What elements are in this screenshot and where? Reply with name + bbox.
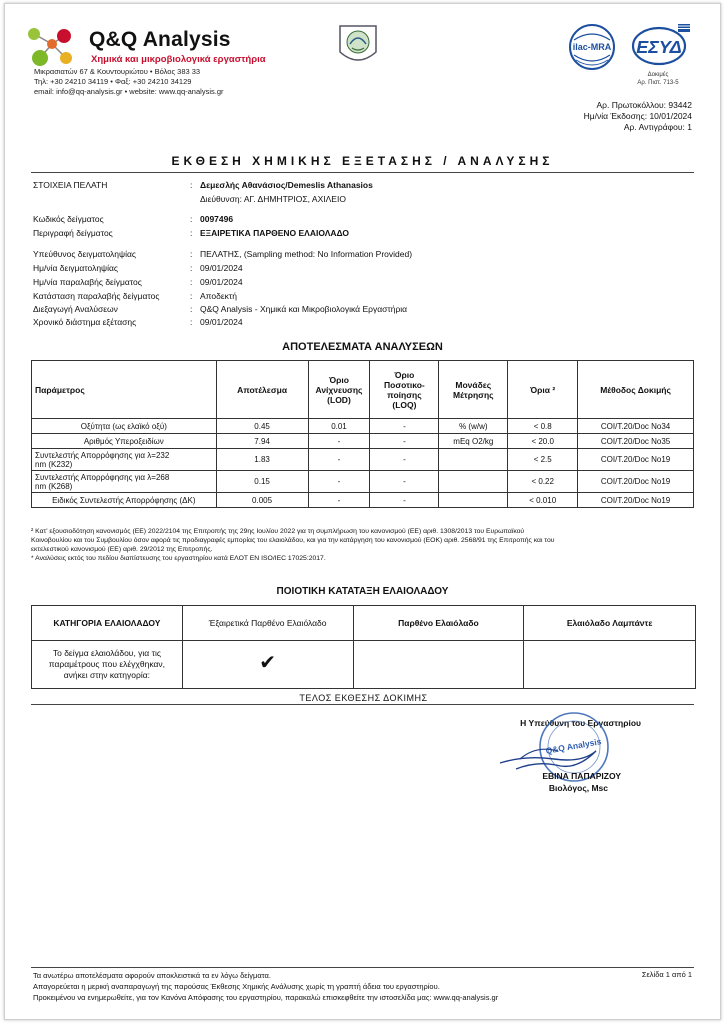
- table-cell: -: [370, 449, 439, 471]
- table-cell: Μέτρησης: [453, 389, 494, 400]
- table-cell: nm (K268): [35, 481, 73, 491]
- table-cell: 0.01: [308, 419, 370, 434]
- sample-info-block: ΣΤΟΙΧΕΙΑ ΠΕΛΑΤΗ : Δεμεσλής Αθανάσιος/Demeslis Athanasios Διεύθυνση: ΑΓ. ΔΗΜΗΤΡΙΟΣ, ΑΧΙΛΕΙΟ Κωδικός δείγματος : 0097496 Περιγραφή δείγματος : ΕΞΑΙΡΕΤΙΚΑ ΠΑΡΘΕΝΟ ΕΛΑΙΟΛΑΔΟ Υπεύθυνος δειγματοληψίας : ΠΕΛΑΤΗΣ, (Sampling method: No Information Provided) Ημ/νία δειγματοληψίας : 09/01/2024 Ημ/νία παραλαβής δείγματος : 09/01/2024 Κατάσταση παραλαβής δείγματος : Αποδεκτή Διεξαγωγή Αναλύσεων : Q&Q Analysis - Χημικά και Μικροβιολογικά Εργαστήρια Χρονικό διάστημα εξέτασης : 09/01/2024: [33, 180, 413, 327]
- table-cell: < 0.8: [508, 419, 578, 434]
- table-header-cell: Παράμετρος: [32, 361, 217, 419]
- table-row: [32, 434, 694, 449]
- svg-text:ilac-MRA: ilac-MRA: [572, 42, 612, 52]
- table-cell: < 0.22: [508, 471, 578, 493]
- report-title: ΕΚΘΕΣΗ ΧΗΜΙΚΗΣ ΕΞΕΤΑΣΗΣ / ΑΝΑΛΥΣΗΣ: [171, 154, 554, 168]
- table-header-cell: [439, 361, 508, 419]
- table-cell: [32, 471, 217, 493]
- footnotes: ² Κατ' εξουσιοδότηση κανονισμός (ΕΕ) 2022/2104 της Επιτροπής της 29ης Ιουλίου 2022 για τη συμπλήρωση του κανονισμού (ΕΕ) αριθ. 1308/2013 του Ευρωπαϊκού Κοινοβουλίου και του Συμβουλίου όσον αφορά τις προδιαγραφές εμπορίας του ελαιολάδου, και για την κατάργηση του κανονισμού (ΕΟΚ) αριθ. 2568/91 της Επιτροπής και του εκτελεστικού κανονισμού (ΕΕ) αριθ. 29/2012 της Επιτροπής. * Αναλύσεις εκτός του πεδίου διαπίστευσης του εργαστηρίου κατά ΕΛΟΤ EN ISO/IEC 17025:2017.: [31, 528, 555, 562]
- signatory-name: ΕΒΙΝΑ ΠΑΠΑΡΙΖΟΥ: [542, 771, 621, 781]
- table-cell: Ανίχνευσης: [315, 384, 363, 395]
- category-title: ΠΟΙΟΤΙΚΗ ΚΑΤΑΤΑΞΗ ΕΛΑΙΟΛΑΔΟΥ: [276, 586, 449, 597]
- table-cell: COI/T.20/Doc No19: [578, 493, 694, 508]
- accreditation-caption: Δοκιμές Αρ. Πιστ. 713-5: [637, 72, 679, 86]
- check-mark-icon: ✔: [259, 650, 277, 674]
- table-cell: Μονάδες: [455, 379, 492, 390]
- client-name: Δεμεσλής Αθανάσιος/Demeslis Athanasios: [200, 180, 373, 190]
- svg-text:Q&Q Analysis: Q&Q Analysis: [544, 736, 603, 756]
- client-address: Διεύθυνση: ΑΓ. ΔΗΜΗΤΡΙΟΣ, ΑΧΙΛΕΙΟ: [200, 194, 346, 204]
- table-cell: παραμέτρους που ελέγχθηκαν,: [48, 659, 166, 669]
- table-cell: [32, 449, 217, 471]
- table-cell: [439, 471, 508, 493]
- table-cell: -: [370, 493, 439, 508]
- table-cell: 0.005: [216, 493, 308, 508]
- table-header-cell: Όρια ²: [508, 361, 578, 419]
- table-cell: -: [370, 471, 439, 493]
- table-cell: -: [308, 493, 370, 508]
- table-cell: -: [308, 471, 370, 493]
- brand-name: Q&Q Analysis: [89, 28, 231, 51]
- table-cell: Όριο: [394, 369, 415, 380]
- svg-text:ΕΣΥΔ: ΕΣΥΔ: [636, 37, 682, 57]
- table-cell: -: [308, 434, 370, 449]
- table-header-cell: Μέθοδος Δοκιμής: [578, 361, 694, 419]
- table-cell: nm (K232): [35, 459, 73, 469]
- table-header-cell: Ελαιόλαδο Λαμπάντε: [524, 606, 696, 641]
- table-cell: (LOD): [327, 394, 351, 405]
- table-row: [32, 419, 694, 434]
- table-cell: 7.94: [216, 434, 308, 449]
- page-number: Σελίδα 1 από 1: [641, 970, 692, 979]
- table-header-cell: ΚΑΤΗΓΟΡΙΑ ΕΛΑΙΟΛΑΔΟΥ: [32, 606, 183, 641]
- footer-text: Τα ανωτέρω αποτελέσματα αφορούν αποκλειστικά τα εν λόγω δείγματα. Απαγορεύεται η μερική αναπαραγωγή της παρούσας Έκθεσης Χημικής Ανάλυσης χωρίς τη γραπτή άδεια του εργαστηρίου. Προκειμένου να ενημερωθείτε, για τον Κανόνα Απόφασης του εργαστηρίου, παρακαλώ επισκεφθείτε την ιστοσελίδα μας: www.qq-analysis.gr: [33, 971, 499, 1002]
- table-cell: 0.15: [216, 471, 308, 493]
- footer-divider: [31, 967, 694, 968]
- table-cell: -: [370, 419, 439, 434]
- table-cell: Ειδικός Συντελεστής Απορρόφησης (ΔΚ): [32, 493, 217, 508]
- category-table: [31, 605, 696, 689]
- table-cell: (LOQ): [392, 399, 417, 410]
- table-cell: Όριο: [329, 374, 349, 385]
- table-row: [32, 641, 696, 689]
- table-cell: Οξύτητα (ως ελαϊκό οξύ): [32, 419, 217, 434]
- table-cell: -: [370, 434, 439, 449]
- results-table: [31, 360, 694, 508]
- table-cell: 1.83: [216, 449, 308, 471]
- table-cell: ποίησης: [387, 389, 422, 400]
- table-cell: COI/T.20/Doc No34: [578, 419, 694, 434]
- table-cell: ανήκει στην κατηγορία:: [63, 670, 151, 680]
- brand-subtitle: Χημικά και μικροβιολογικά εργαστήρια: [91, 54, 266, 65]
- table-header-row: [32, 606, 696, 641]
- table-cell: Συντελεστής Απορρόφησης για λ=232: [35, 450, 170, 460]
- table-header-cell: [370, 361, 439, 419]
- protocol-number: Αρ. Πρωτοκόλλου: 93442: [596, 100, 692, 110]
- table-cell: < 2.5: [508, 449, 578, 471]
- table-cell: [182, 641, 353, 689]
- table-cell: Ποσοτικο-: [384, 379, 425, 390]
- table-cell: % (w/w): [439, 419, 508, 434]
- table-cell: < 20.0: [508, 434, 578, 449]
- table-cell: 0.45: [216, 419, 308, 434]
- table-row: [32, 493, 694, 508]
- company-address: Μικρασιατών 67 & Κουντουριώτου • Βόλος 383 33 Τηλ: +30 24210 34119 • Φαξ: +30 24210 34129 email: info@qq-analysis.gr • website: www.qq-analysis.gr: [34, 67, 224, 96]
- signature-title: Η Υπεύθυνη του Εργαστηρίου: [520, 718, 641, 728]
- table-cell: COI/T.20/Doc No19: [578, 471, 694, 493]
- table-row: [32, 449, 694, 471]
- table-cell: < 0.010: [508, 493, 578, 508]
- table-cell: [32, 641, 183, 689]
- results-title: ΑΠΟΤΕΛΕΣΜΑΤΑ ΑΝΑΛΥΣΕΩΝ: [282, 341, 443, 353]
- table-cell: [439, 449, 508, 471]
- table-cell: COI/T.20/Doc No35: [578, 434, 694, 449]
- table-cell: COI/T.20/Doc No19: [578, 449, 694, 471]
- signatory-role: Βιολόγος, Msc: [548, 783, 608, 793]
- table-header-row: [32, 361, 694, 419]
- table-cell: [524, 641, 696, 689]
- copy-number: Αρ. Αντιγράφου: 1: [623, 122, 692, 132]
- table-header-cell: Έξαιρετικά Παρθένο Ελαιόλαδο: [182, 606, 353, 641]
- client-label: ΣΤΟΙΧΕΙΑ ΠΕΛΑΤΗ: [33, 180, 108, 190]
- sample-description: ΕΞΑΙΡΕΤΙΚΑ ΠΑΡΘΕΝΟ ΕΛΑΙΟΛΑΔΟ: [200, 228, 350, 238]
- table-cell: Το δείγμα ελαιολάδου, για τις: [52, 648, 161, 658]
- table-cell: [353, 641, 524, 689]
- table-cell: mEq O2/kg: [439, 434, 508, 449]
- table-cell: [439, 493, 508, 508]
- table-header-cell: Παρθένο Ελαιόλαδο: [353, 606, 524, 641]
- sample-code: 0097496: [200, 214, 234, 224]
- table-header-cell: [308, 361, 370, 419]
- issue-date: Ημ/νία Έκδοσης: 10/01/2024: [583, 111, 692, 121]
- table-row: [32, 471, 694, 493]
- end-of-report: ΤΕΛΟΣ ΕΚΘΕΣΗΣ ΔΟΚΙΜΗΣ: [299, 693, 428, 703]
- table-header-cell: Αποτέλεσμα: [216, 361, 308, 419]
- table-cell: -: [308, 449, 370, 471]
- table-cell: Συντελεστής Απορρόφησης για λ=268: [35, 472, 170, 482]
- table-cell: Αριθμός Υπεροξειδίων: [32, 434, 217, 449]
